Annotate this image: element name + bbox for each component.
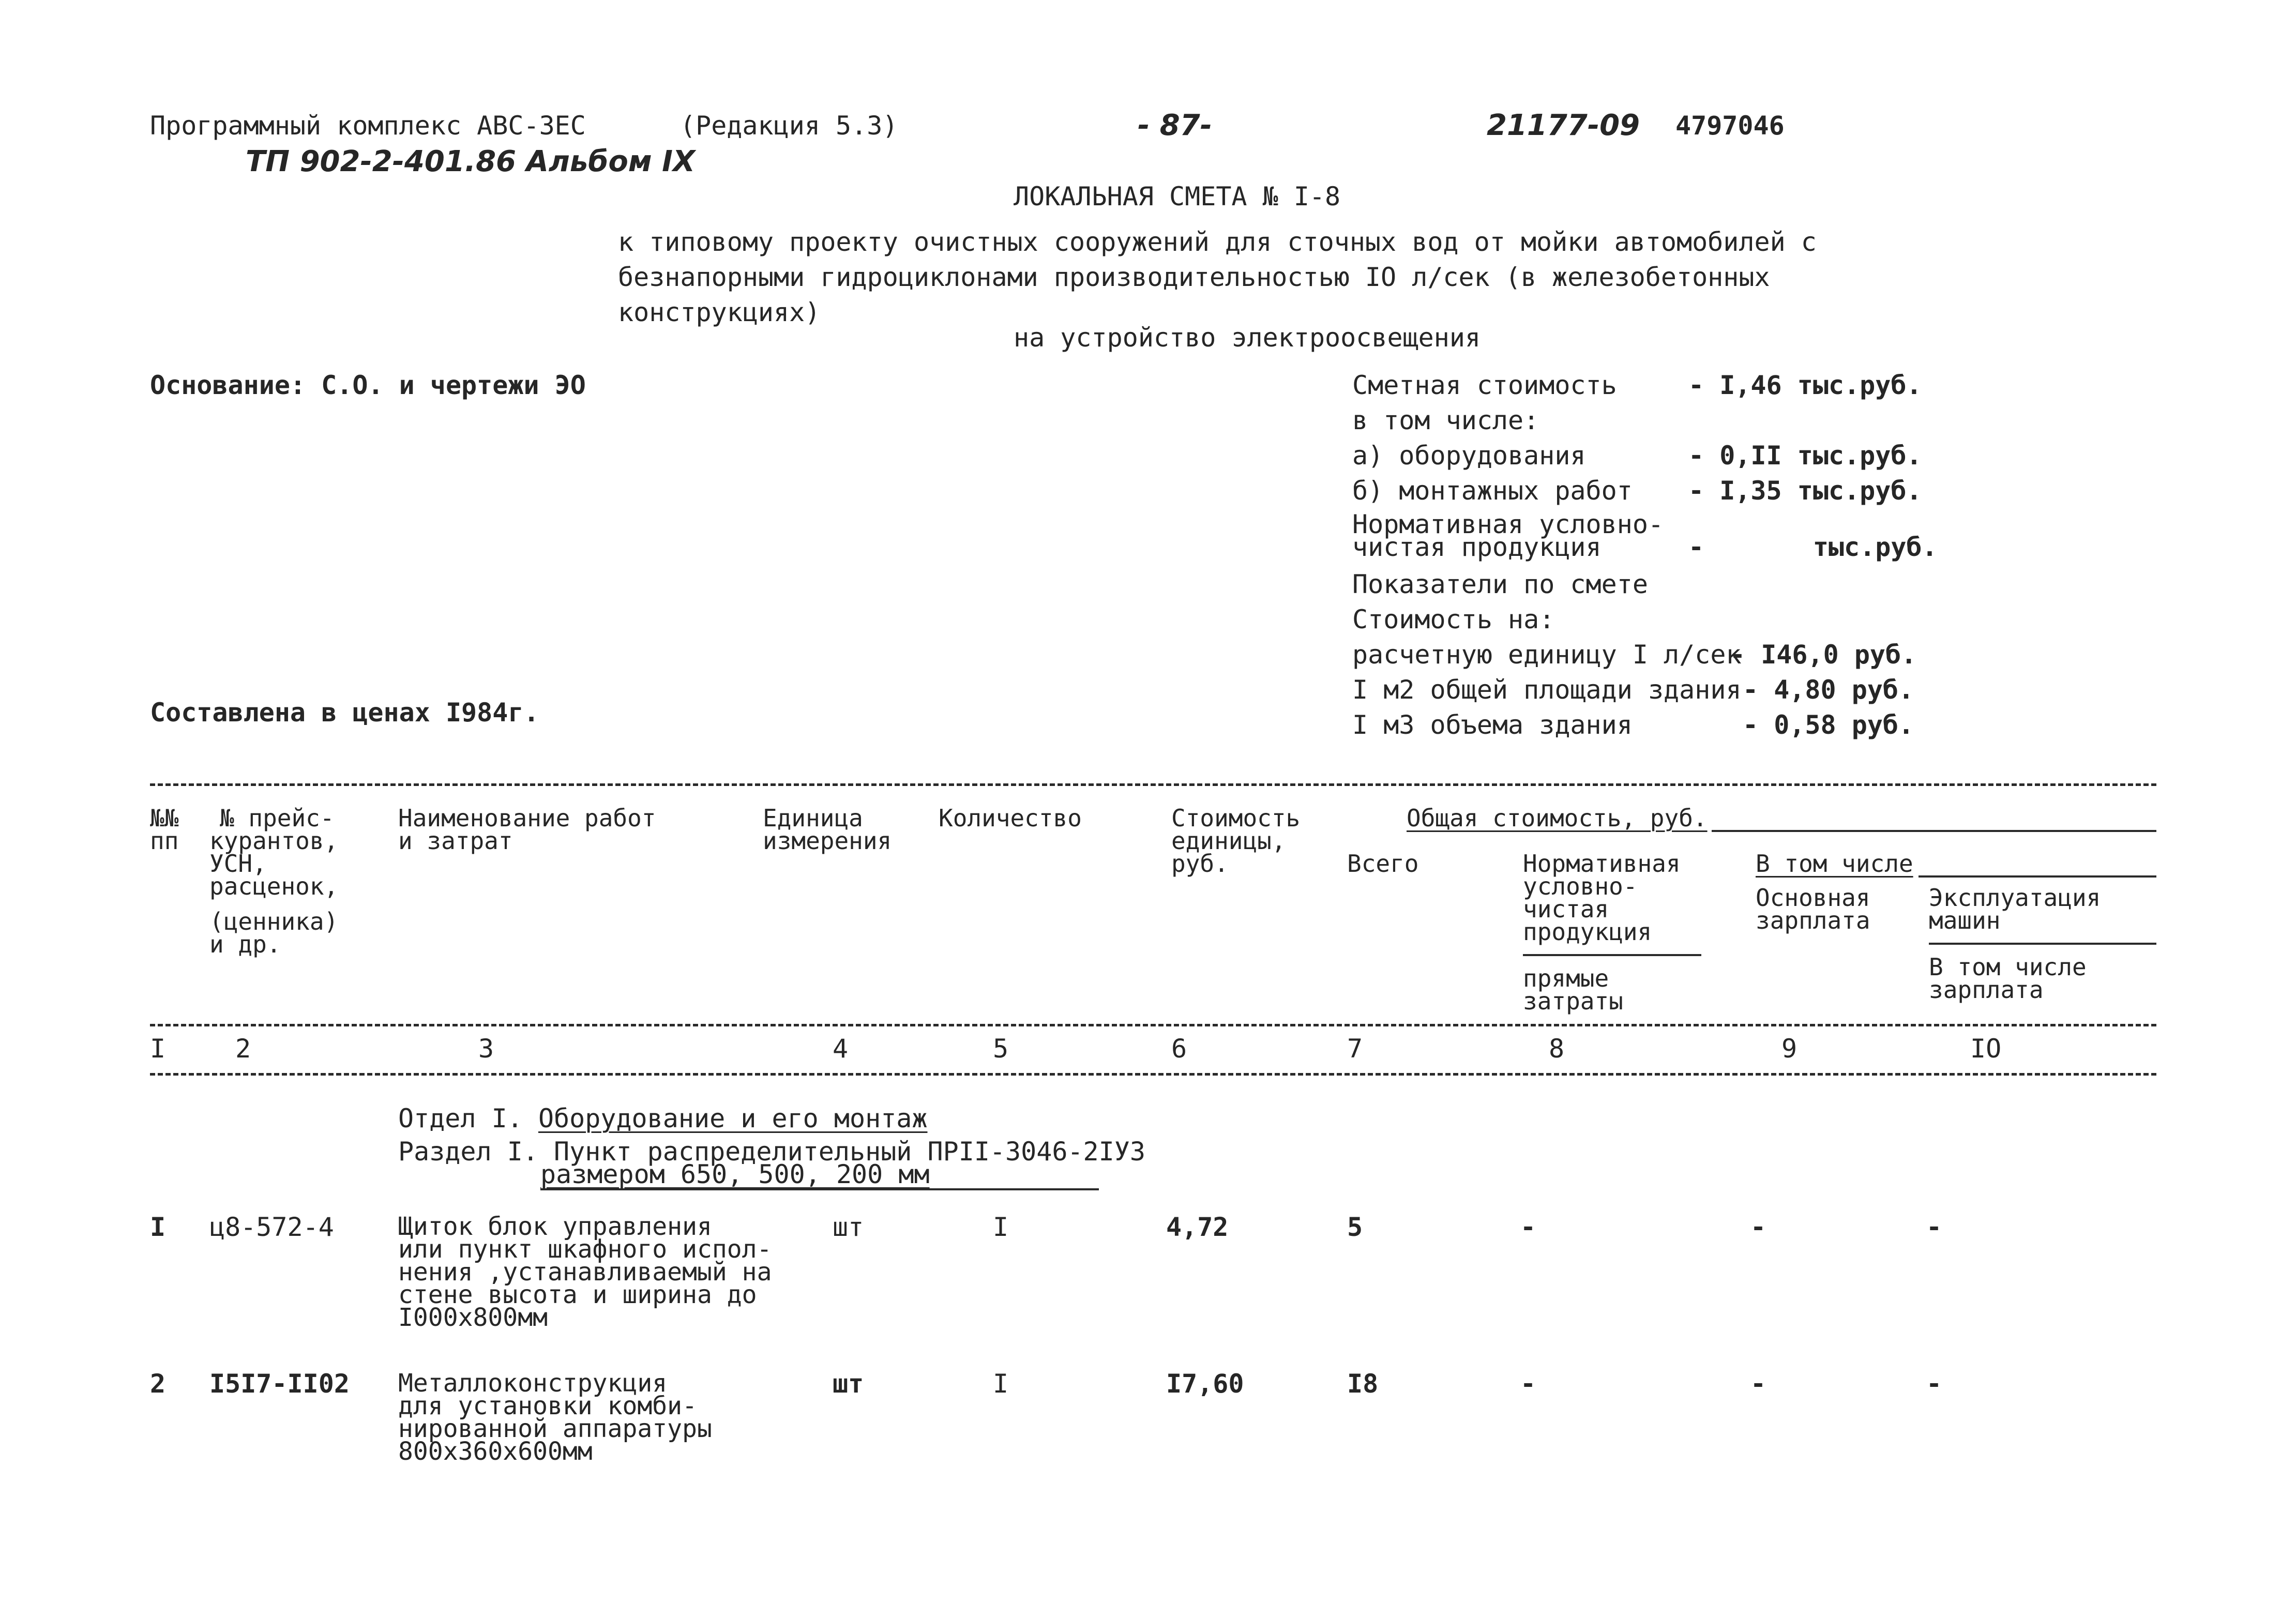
header-col3-line1: Наименование работ	[398, 804, 656, 832]
summary-installation-value: - I,35 тыс.руб.	[1688, 476, 1922, 506]
header-col8-line2: условно-	[1523, 872, 1638, 900]
estimate-heading: ЛОКАЛЬНАЯ СМЕТА № I-8	[1014, 182, 1341, 211]
column-number: 3	[478, 1034, 494, 1064]
row-name-line: Металлоконструкция	[398, 1369, 668, 1398]
header-col4-line2: измерения	[763, 827, 892, 855]
row-name-line: 800х360х600мм	[398, 1437, 593, 1466]
header-total-rule	[1712, 830, 2156, 832]
section-heading	[398, 1104, 928, 1133]
column-number: I	[150, 1034, 166, 1064]
summary-installation-label: б) монтажных работ	[1352, 476, 1633, 506]
header-col4-line1: Единица	[763, 804, 863, 832]
column-number: 7	[1347, 1034, 1363, 1064]
row-machines: -	[1926, 1369, 1942, 1399]
row-code: ц8-572-4	[209, 1212, 334, 1242]
row-number: 2	[150, 1369, 166, 1399]
summary-normative-value: - тыс.руб.	[1688, 532, 1938, 562]
row-name-line: для установки комби-	[398, 1392, 697, 1420]
summary-per-m2-label: I м2 общей площади здания	[1352, 675, 1742, 705]
header-col9-line2: зарплата	[1756, 906, 1870, 934]
page-number: - 87-	[1138, 109, 1212, 142]
estimate-basis: Основание: С.О. и чертежи ЭО	[150, 370, 586, 400]
row-name-line: или пункт шкафного испол-	[398, 1235, 772, 1264]
header-col5: Количество	[939, 804, 1082, 832]
header-col2-line3: УСН,	[209, 850, 267, 878]
header-col2-line5: (ценника)	[209, 908, 339, 935]
summary-cost-per: Стоимость на:	[1352, 604, 1555, 634]
subsection-title-line1: Пункт распределительный ПРII-3046-2IУ3	[554, 1137, 1145, 1167]
header-col6-line3: руб.	[1171, 850, 1229, 878]
header-col8-rule	[1523, 954, 1701, 956]
row-total: I8	[1347, 1369, 1379, 1399]
header-col8-line3: чистая	[1523, 895, 1609, 923]
row-name-line: Щиток блок управления	[398, 1212, 712, 1241]
row-normative: -	[1520, 1369, 1536, 1399]
summary-per-unit-value: - I46,0 руб.	[1730, 640, 1917, 670]
section-title: Оборудование и его монтаж	[538, 1103, 928, 1133]
column-number: 8	[1549, 1034, 1565, 1064]
header-col8-bottom-line2: затраты	[1523, 987, 1623, 1015]
row-unit-cost: I7,60	[1166, 1369, 1244, 1399]
row-number: I	[150, 1212, 166, 1242]
handwritten-reference: ТП 902-2-401.86 Альбом IX	[246, 145, 696, 178]
estimate-purpose: на устройство электроосвещения	[1014, 323, 1481, 353]
summary-per-m3-value: - 0,58 руб.	[1743, 710, 1914, 740]
column-number: 5	[993, 1034, 1009, 1064]
header-col8-bottom-line1: прямые	[1523, 964, 1609, 992]
header-total-group: Общая стоимость, руб.	[1407, 804, 1708, 832]
row-quantity: I	[993, 1369, 1009, 1399]
section-label: Отдел I.	[398, 1103, 523, 1133]
summary-per-m2-value: - 4,80 руб.	[1743, 675, 1914, 705]
column-number: 9	[1781, 1034, 1797, 1064]
header-col2-line6: и др.	[209, 930, 281, 958]
row-machines: -	[1926, 1212, 1942, 1242]
summary-normative-label-1: Нормативная условно-	[1352, 509, 1664, 539]
header-col10-line1: Эксплуатация	[1929, 884, 2101, 912]
row-name-line: I000х800мм	[398, 1303, 548, 1332]
row-name-line: нированной аппаратуры	[398, 1414, 712, 1443]
header-col6-line1: Стоимость	[1171, 804, 1301, 832]
header-col10-bottom-line1: В том числе	[1929, 953, 2087, 981]
row-salary: -	[1750, 1369, 1766, 1399]
summary-per-unit-label: расчетную единицу I л/сек	[1352, 640, 1742, 670]
column-number: 6	[1171, 1034, 1187, 1064]
title-line-2: безнапорными гидроциклонами производительностью IO л/сек (в железобетонных	[618, 262, 1770, 292]
summary-per-m3-label: I м3 объема здания	[1352, 710, 1633, 740]
prices-year: Составлена в ценах I984г.	[150, 698, 539, 728]
row-code: I5I7-II02	[209, 1369, 350, 1399]
row-unit: шт	[833, 1212, 864, 1242]
subsection-label: Раздел I.	[398, 1137, 538, 1167]
row-unit-cost: 4,72	[1166, 1212, 1229, 1242]
header-col3-line2: и затрат	[398, 827, 513, 855]
header-col6-line2: единицы,	[1171, 827, 1286, 855]
column-number: 2	[235, 1034, 251, 1064]
summary-normative-label-2: чистая продукция	[1352, 532, 1602, 562]
row-name-line: стене высота и ширина до	[398, 1280, 757, 1309]
summary-cost-label: Сметная стоимость	[1352, 370, 1617, 400]
header-col8-line4: продукция	[1523, 918, 1652, 946]
summary-indicators: Показатели по смете	[1352, 569, 1648, 599]
row-salary: -	[1750, 1212, 1766, 1242]
header-col2-line2: курантов,	[209, 827, 339, 855]
summary-equipment-value: - 0,II тыс.руб.	[1688, 441, 1922, 471]
table-top-rule	[150, 783, 2156, 786]
header-col1-line1: №№	[150, 804, 179, 832]
column-number: 4	[833, 1034, 849, 1064]
doc-code: 21177-09	[1487, 109, 1640, 142]
column-number: IO	[1970, 1034, 2002, 1064]
row-normative: -	[1520, 1212, 1536, 1242]
header-bottom-rule	[150, 1024, 2156, 1026]
header-col1-line2: пп	[150, 827, 179, 855]
header-col9-line1: Основная	[1756, 884, 1870, 912]
header-including-rule	[1919, 875, 2156, 878]
header-col2-line4: расценок,	[209, 872, 339, 900]
header-including-group: В том числе	[1756, 850, 1913, 878]
header-col10-rule	[1929, 943, 2156, 945]
program-name: Программный комплекс АВС-3ЕС	[150, 111, 586, 141]
title-line-1: к типовому проекту очистных сооружений для сточных вод от мойки автомобилей с	[618, 227, 1817, 257]
summary-including: в том числе:	[1352, 405, 1539, 435]
summary-cost-value: - I,46 тыс.руб.	[1688, 370, 1922, 400]
column-numbers-rule	[150, 1073, 2156, 1076]
subsection-title-line2: размером 650, 500, 200 мм	[540, 1159, 930, 1189]
row-total: 5	[1347, 1212, 1363, 1242]
header-col2-line1: № прейс-	[220, 804, 335, 832]
summary-equipment-label: а) оборудования	[1352, 441, 1586, 471]
header-col10-line2: машин	[1929, 906, 2001, 934]
subsection-underline	[540, 1188, 1099, 1190]
header-col8-line1: Нормативная	[1523, 850, 1681, 878]
doc-id: 4797046	[1675, 111, 1785, 141]
row-name-line: нения ,устанавливаемый на	[398, 1258, 772, 1287]
row-quantity: I	[993, 1212, 1009, 1242]
header-col7: Всего	[1347, 850, 1419, 878]
title-line-3: конструкциях)	[618, 297, 821, 327]
row-unit: шт	[833, 1369, 864, 1399]
header-col10-bottom-line2: зарплата	[1929, 976, 2044, 1004]
edition: (Редакция 5.3)	[680, 111, 898, 141]
